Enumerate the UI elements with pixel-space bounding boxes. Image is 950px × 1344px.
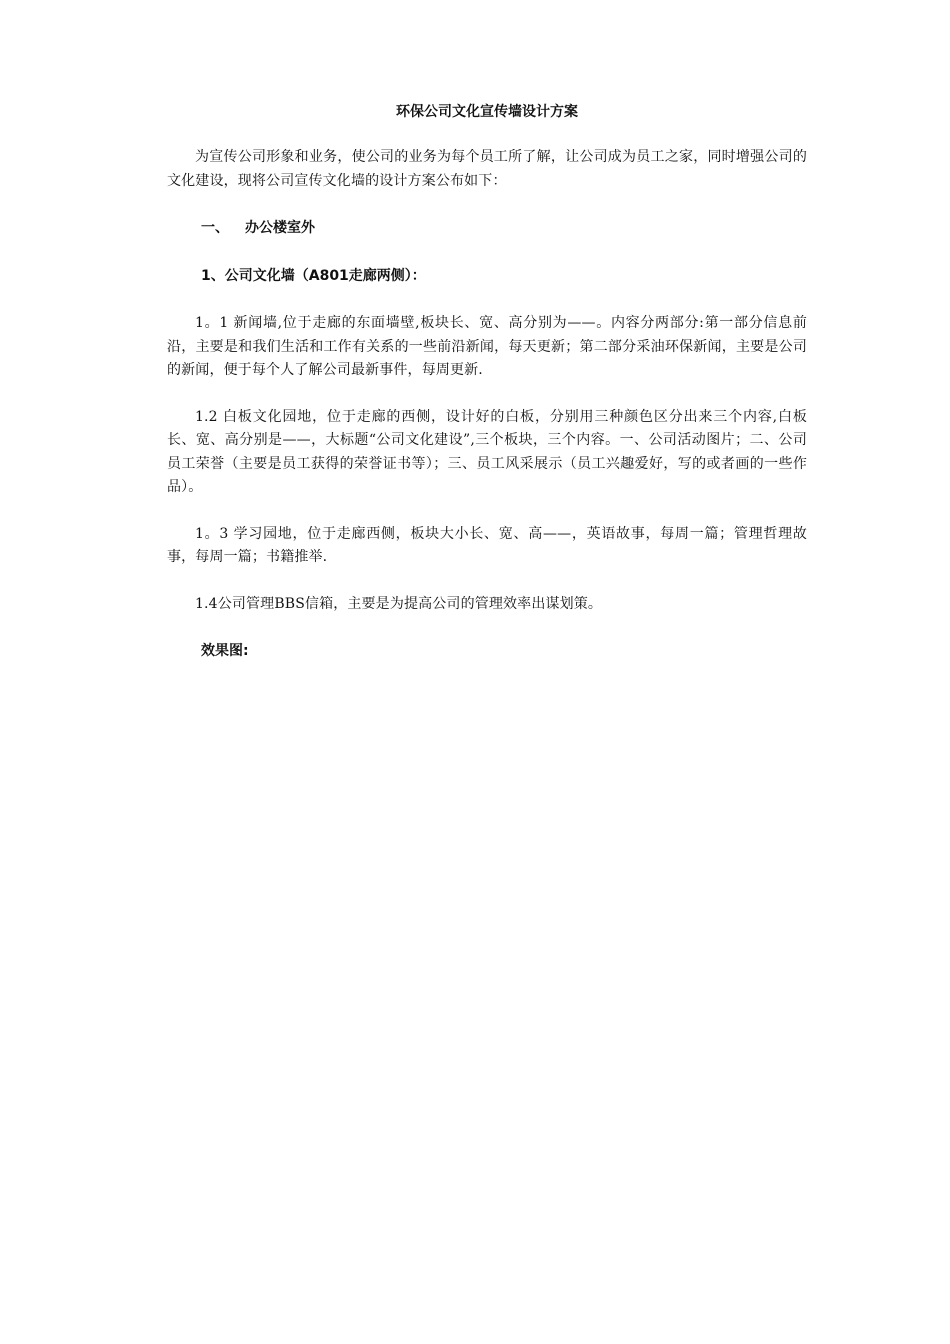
document-title: 环保公司文化宣传墙设计方案 bbox=[396, 104, 578, 120]
section-heading-1 bbox=[201, 216, 807, 240]
subsection-heading-1: 1、公司文化墙（A801走廊两侧）： bbox=[201, 268, 426, 284]
document-body bbox=[167, 100, 807, 687]
item-paragraph-1-2: 1.2 白板文化园地，位于走廊的西侧，设计好的白板，分别用三种颜色区分出来三个内容,白板长、宽、高分别是——，大标题“公司文化建设”,三个板块，三个内容。一、公司活动图片；二、公司员工荣誉（主要是员工获得的荣誉证书等）；三、员工风采展示（员工兴趣爱好，写的或者画的一些作品）。 bbox=[167, 408, 807, 495]
section-number: 一、 bbox=[201, 220, 229, 236]
item-paragraph-1-4: 1.4公司管理BBS信箱，主要是为提高公司的管理效率出谋划策。 bbox=[195, 595, 603, 612]
item-paragraph-1-1: 1。1 新闻墙,位于走廊的东面墙壁,板块长、宽、高分别为——。内容分两部分:第一部分信息前沿，主要是和我们生活和工作有关系的一些前沿新闻，每天更新；第二部分采油环保新闻，主要是公司的新闻，便于每个人了解公司最新事件，每周更新. bbox=[167, 315, 807, 378]
item-paragraph-1-3: 1。3 学习园地，位于走廊西侧，板块大小长、宽、高——，英语故事，每周一篇；管理哲理故事，每周一篇；书籍推举. bbox=[167, 525, 807, 565]
intro-paragraph: 为宣传公司形象和业务，使公司的业务为每个员工所了解，让公司成为员工之家，同时增强公司的文化建设，现将公司宣传文化墙的设计方案公布如下： bbox=[167, 149, 807, 189]
effect-image-label: 效果图: bbox=[201, 643, 249, 659]
section-title: 办公楼室外 bbox=[245, 220, 315, 236]
